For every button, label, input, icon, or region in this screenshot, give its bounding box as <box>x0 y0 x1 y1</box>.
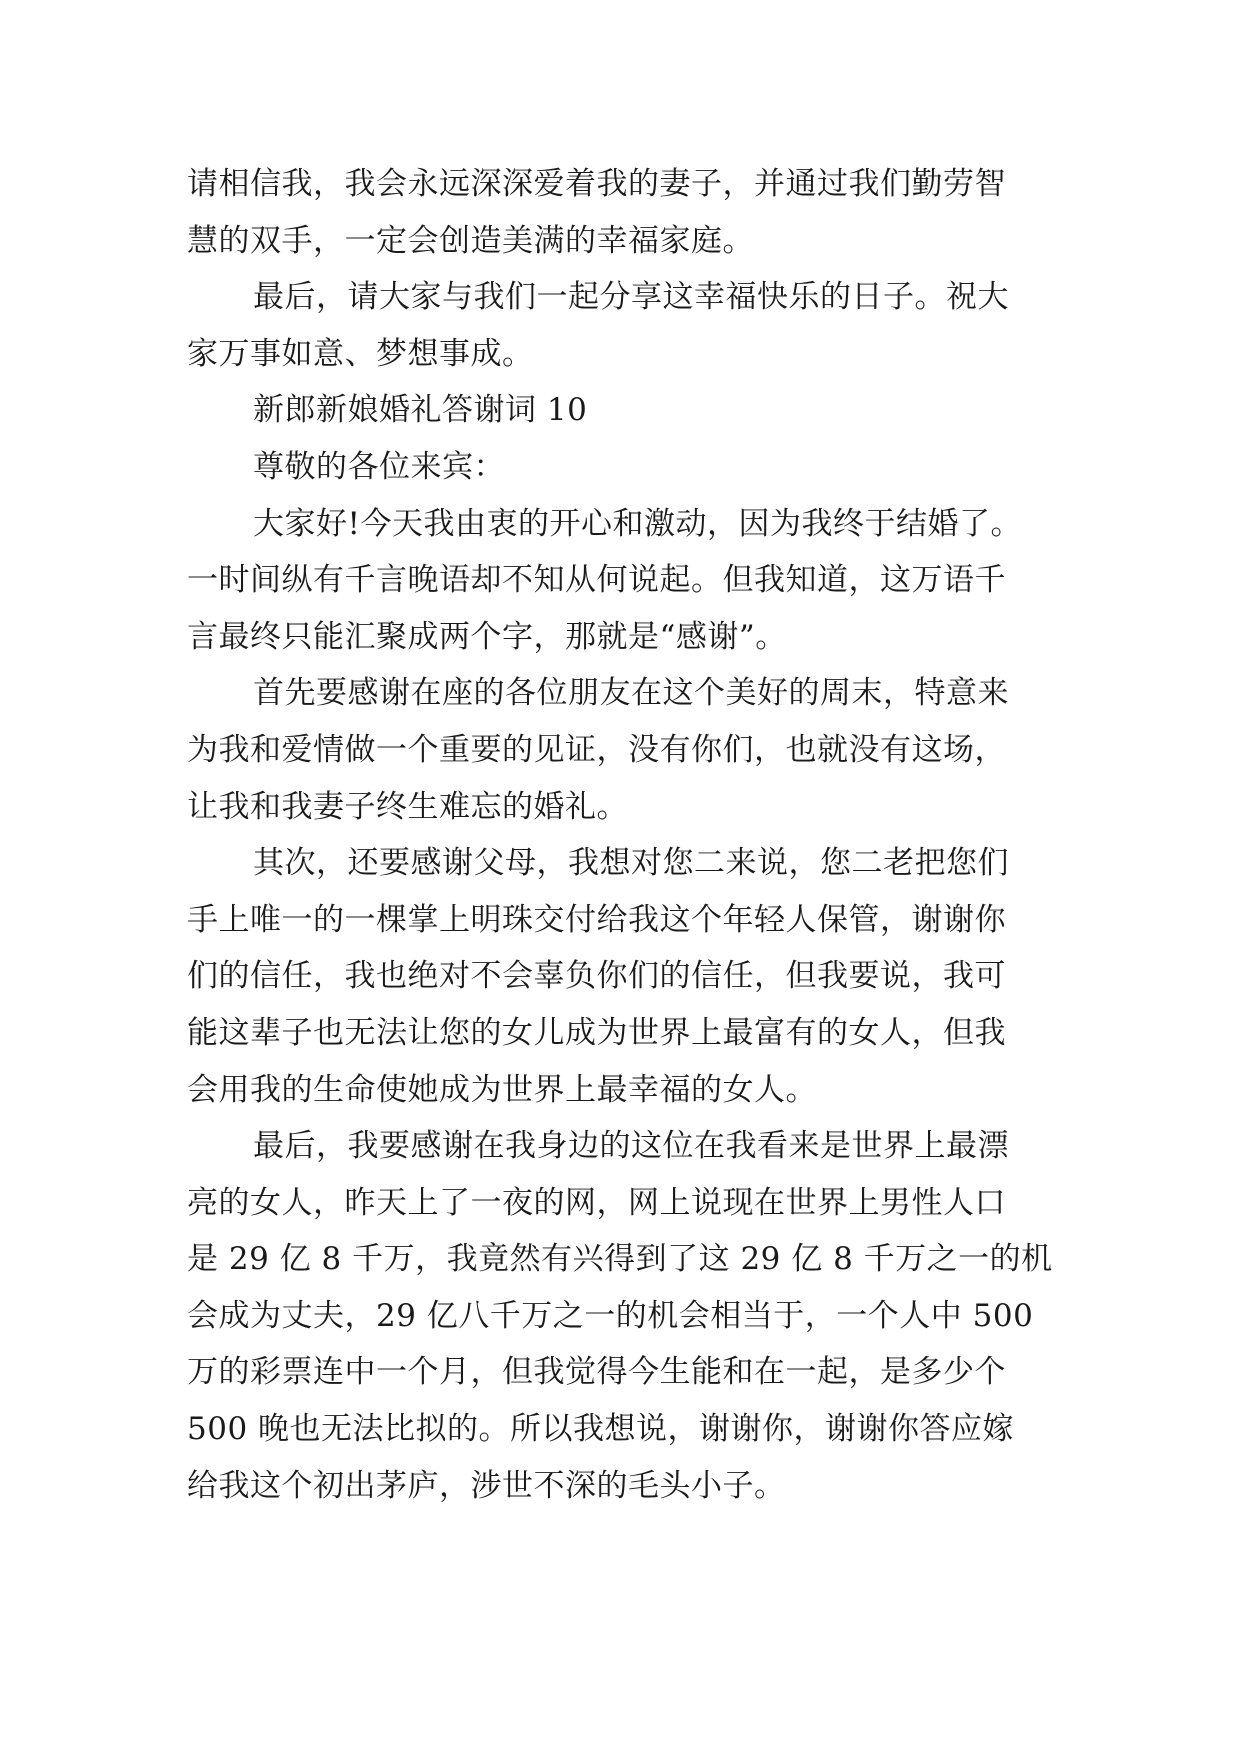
paragraph-line: 500 晚也无法比拟的。所以我想说，谢谢你，谢谢你答应嫁 <box>187 1411 1015 1448</box>
paragraph-first-line: 其次，还要感谢父母，我想对您二来说，您二老把您们 <box>253 845 1009 882</box>
paragraph-line: 们的信任，我也绝对不会辜负你们的信任，但我要说，我可 <box>187 958 1006 995</box>
paragraph-line: 一时间纵有千言晚语却不知从何说起。但我知道，这万语千 <box>187 562 1006 599</box>
paragraph-line: 能这辈子也无法让您的女儿成为世界上最富有的女人，但我 <box>187 1014 1006 1051</box>
paragraph-first-line: 最后，请大家与我们一起分享这幸福快乐的日子。祝大 <box>253 279 1009 316</box>
paragraph-line: 为我和爱情做一个重要的见证，没有你们，也就没有这场， <box>187 731 1006 768</box>
paragraph-line: 亮的女人，昨天上了一夜的网，网上说现在世界上男性人口 <box>187 1184 1006 1221</box>
paragraph-line: 慧的双手，一定会创造美满的幸福家庭。 <box>187 222 754 259</box>
paragraph-line: 家万事如意、梦想事成。 <box>187 335 534 372</box>
paragraph-line: 手上唯一的一棵掌上明珠交付给我这个年轻人保管，谢谢你 <box>187 901 1006 938</box>
paragraph-line: 万的彩票连中一个月，但我觉得今生能和在一起，是多少个 <box>187 1354 1006 1391</box>
document-body <box>187 156 1057 1514</box>
paragraph-first-line: 尊敬的各位来宾： <box>253 448 505 485</box>
paragraph-line: 言最终只能汇聚成两个字，那就是“感谢”。 <box>187 618 787 655</box>
paragraph-line: 会成为丈夫，29 亿八千万之一的机会相当于，一个人中 500 <box>187 1297 1034 1334</box>
paragraph-line: 会用我的生命使她成为世界上最幸福的女人。 <box>187 1071 817 1108</box>
paragraph-line: 请相信我，我会永远深深爱着我的妻子，并通过我们勤劳智 <box>187 166 1006 202</box>
paragraph-line: 给我这个初出茅庐，涉世不深的毛头小子。 <box>187 1467 786 1504</box>
paragraph-first-line: 大家好!今天我由衷的开心和激动，因为我终于结婚了。 <box>253 505 1022 542</box>
paragraph-first-line: 新郎新娘婚礼答谢词 10 <box>253 392 588 429</box>
paragraph-first-line: 首先要感谢在座的各位朋友在这个美好的周末，特意来 <box>253 675 1009 712</box>
paragraph-line: 让我和我妻子终生难忘的婚礼。 <box>187 788 628 825</box>
paragraph-first-line: 最后，我要感谢在我身边的这位在我看来是世界上最漂 <box>253 1128 1009 1165</box>
paragraph-line: 是 29 亿 8 千万，我竟然有兴得到了这 29 亿 8 千万之一的机 <box>187 1241 1053 1278</box>
